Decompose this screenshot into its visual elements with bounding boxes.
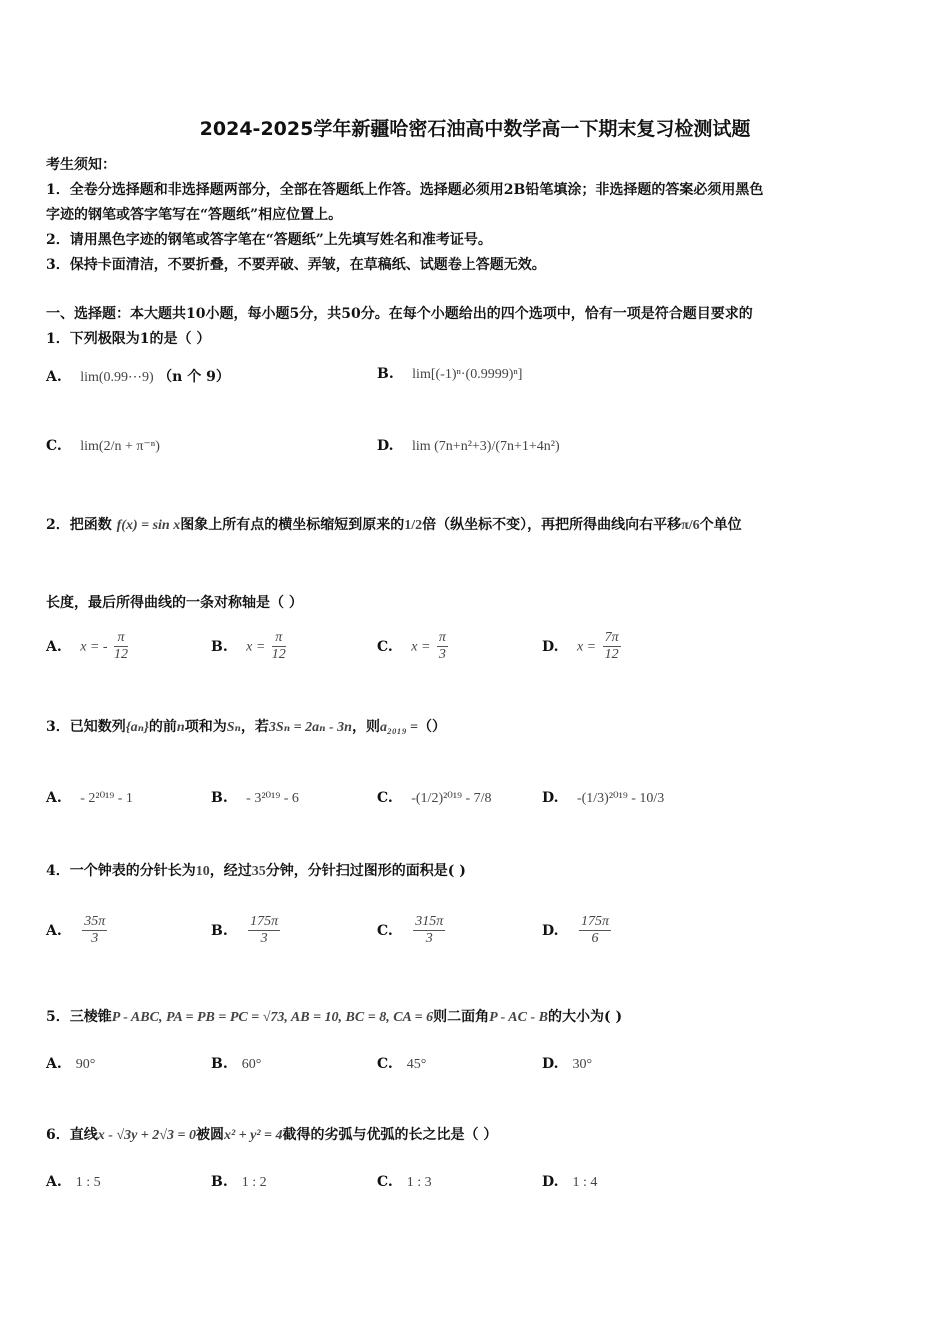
q1-a-note: （n 个 9） [158, 369, 230, 385]
q4-option-d: D. $\frac{175\pi}{6}$ [542, 914, 609, 946]
notice-item-1: 1．全卷分选择题和非选择题两部分，全部在答题纸上作答。选择题必须用2B铅笔填涂；非选择题的答案必须用黑色 [46, 182, 764, 198]
question-4-stem: 4．一个钟表的分针长为10，经过35分钟，分针扫过图形的面积是( ) [46, 863, 466, 879]
notice-item-1b: 字迹的钢笔或答字笔写在“答题纸”相应位置上。 [46, 207, 343, 223]
q2-half: 1/2 [404, 518, 423, 533]
q1-c-expr: lim(2/n + π⁻ⁿ) [80, 439, 160, 454]
q6-option-a: A. 1 : 5 [46, 1174, 101, 1190]
q1-option-a: A. lim(0.99⋯9) （n 个 9） [46, 369, 230, 385]
q2-option-d: D. x = $\frac{7\pi}{12}$ [542, 630, 619, 662]
q2-option-b: B. x = $\frac{\pi}{12}$ [211, 630, 286, 662]
q1-option-c: C. lim(2/n + π⁻ⁿ) [46, 438, 160, 454]
q3-option-b: B. - 3²⁰¹⁹ - 6 [211, 790, 299, 806]
section-heading: 一、选择题：本大题共10小题，每小题5分，共50分。在每个小题给出的四个选项中，恰有一项是符合题目要求的 [46, 306, 753, 322]
notice-heading: 考生须知： [46, 157, 116, 173]
notice-item-3: 3．保持卡面清洁，不要折叠，不要弄破、弄皱，在草稿纸、试题卷上答题无效。 [46, 257, 546, 273]
q4-option-b: B. $\frac{175\pi}{3}$ [211, 914, 279, 946]
q3-option-a: A. - 2²⁰¹⁹ - 1 [46, 790, 133, 806]
q3-option-d: D. -(1/3)²⁰¹⁹ - 10/3 [542, 790, 665, 806]
q6-option-b: B. 1 : 2 [211, 1174, 267, 1190]
question-5-stem: 5．三棱锥P - ABC, PA = PB = PC = √73, AB = 10, BC = 8, CA = 6则二面角P - AC - B的大小为( ) [46, 1009, 623, 1025]
q5-option-c: C. 45° [377, 1056, 427, 1072]
question-2-stem-cont: 长度，最后所得曲线的一条对称轴是（ ） [46, 595, 303, 611]
q5-option-b: B. 60° [211, 1056, 262, 1072]
q1-a-expr: lim(0.99⋯9) [80, 370, 154, 385]
q3-option-c: C. -(1/2)²⁰¹⁹ - 7/8 [377, 790, 492, 806]
question-3-stem: 3．已知数列{aₙ}的前n项和为Sₙ，若3Sₙ = 2aₙ - 3n，则a₂₀₁₉ =（） [46, 719, 446, 735]
q2-shift: π/6 [681, 518, 700, 533]
q4-option-a: A. $\frac{35\pi}{3}$ [46, 914, 106, 946]
question-1-stem: 1．下列极限为1的是（ ） [46, 331, 211, 347]
q6-option-d: D. 1 : 4 [542, 1174, 598, 1190]
q1-b-expr: lim[(-1)ⁿ·(0.9999)ⁿ] [412, 367, 523, 382]
question-6-stem: 6．直线x - √3y + 2√3 = 0被圆x² + y² = 4截得的劣弧与优弧的长之比是（ ） [46, 1127, 498, 1143]
q2-function: f(x) = sin x [116, 518, 181, 533]
q2-option-c: C. x = $\frac{\pi}{3}$ [377, 630, 446, 662]
page-title: 2024-2025学年新疆哈密石油高中数学高一下期末复习检测试题 [199, 118, 751, 140]
question-2-stem: 2．把函数 f(x) = sin x图象上所有点的横坐标缩短到原来的1/2倍（纵坐标不变），再把所得曲线向右平移π/6个单位 [46, 517, 742, 533]
q5-option-d: D. 30° [542, 1056, 593, 1072]
q2-option-a: A. x = - $\frac{\pi}{12}$ [46, 630, 128, 662]
q4-option-c: C. $\frac{315\pi}{3}$ [377, 914, 444, 946]
q1-option-b: B. lim[(-1)ⁿ·(0.9999)ⁿ] [377, 366, 523, 382]
q6-option-c: C. 1 : 3 [377, 1174, 432, 1190]
q1-option-d: D. lim (7n+n²+3)/(7n+1+4n²) [377, 438, 560, 454]
q1-d-expr: lim (7n+n²+3)/(7n+1+4n²) [411, 439, 560, 454]
notice-item-2: 2．请用黑色字迹的钢笔或答字笔在“答题纸”上先填写姓名和准考证号。 [46, 232, 492, 248]
q5-option-a: A. 90° [46, 1056, 96, 1072]
